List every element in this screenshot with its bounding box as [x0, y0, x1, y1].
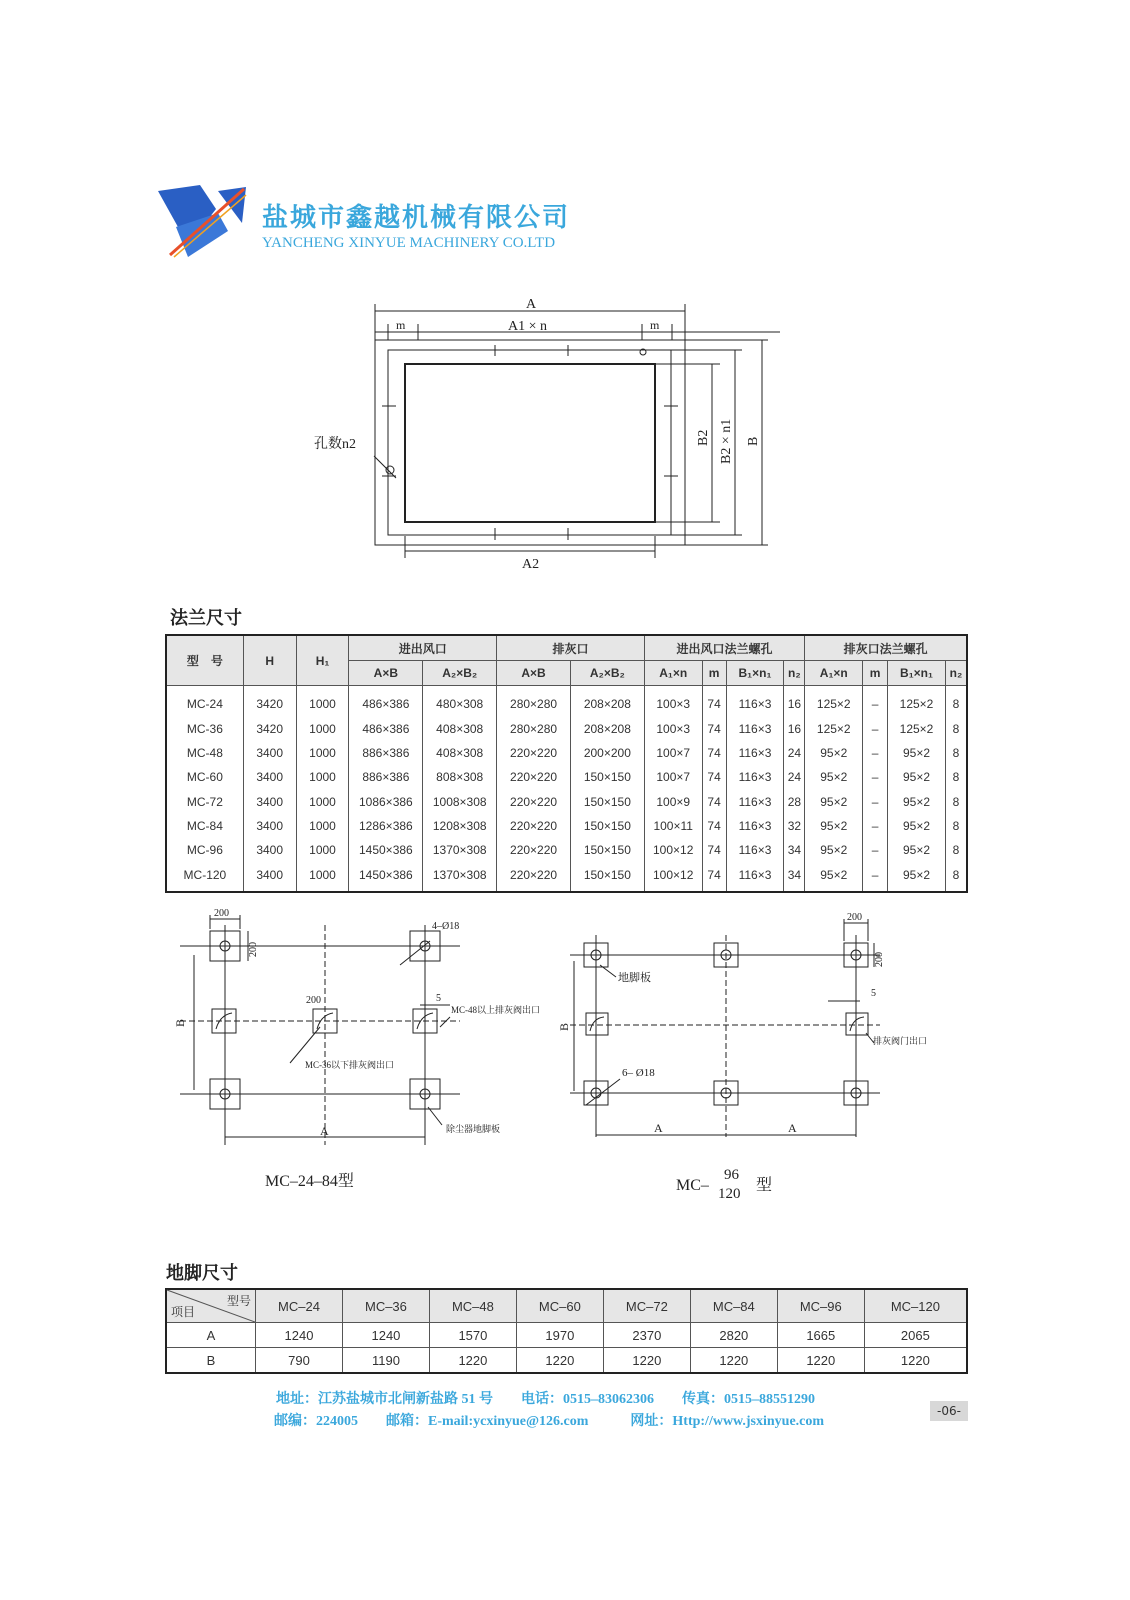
flange-table-body — [166, 686, 967, 893]
table-cell: 74 — [702, 790, 726, 814]
label-A: A — [526, 297, 537, 312]
caption-right-den: 120 — [718, 1186, 741, 1202]
table-cell: 1240 — [256, 1323, 343, 1348]
th-model: MC–36 — [342, 1289, 429, 1323]
table-cell: 1220 — [864, 1348, 967, 1374]
table-row — [166, 790, 967, 814]
table-cell: MC-36 — [166, 717, 243, 741]
table-cell: MC-120 — [166, 862, 243, 892]
corner-top: 型号 — [226, 1294, 251, 1308]
table-cell: 125×2 — [805, 686, 863, 717]
table-cell: – — [863, 717, 888, 741]
table-row — [166, 1323, 967, 1348]
table-cell: 116×3 — [726, 790, 784, 814]
dim-B: B — [557, 1022, 571, 1031]
table-cell: 886×386 — [349, 741, 423, 765]
foot-table — [165, 1288, 968, 1374]
table-cell: 1086×386 — [349, 790, 423, 814]
outlet-label: 排灰阀门出口 — [873, 1036, 928, 1046]
table-cell: 220×220 — [497, 765, 571, 789]
foundation-diagram-right — [557, 905, 960, 1205]
row-label: B — [166, 1348, 256, 1374]
table-cell: 95×2 — [888, 838, 946, 862]
table-cell: – — [863, 814, 888, 838]
table-cell: 1220 — [429, 1348, 516, 1374]
th-sub: A₁×n — [805, 661, 863, 686]
table-cell: 3400 — [243, 862, 296, 892]
dim-A: A — [320, 1124, 329, 1138]
table-cell: 95×2 — [805, 838, 863, 862]
th-model: MC–60 — [516, 1289, 603, 1323]
table-cell: 100×3 — [644, 686, 702, 717]
table-cell: 34 — [784, 838, 805, 862]
table-cell: 100×3 — [644, 717, 702, 741]
th-sub: m — [863, 661, 888, 686]
table-cell: 8 — [945, 686, 967, 717]
table-cell: 1190 — [342, 1348, 429, 1374]
table-cell: 1220 — [603, 1348, 690, 1374]
th-model: MC–24 — [256, 1289, 343, 1323]
table-cell: 95×2 — [805, 741, 863, 765]
th-inout: 进出风口 — [349, 635, 497, 661]
row-label: A — [166, 1323, 256, 1348]
table-cell: 16 — [784, 686, 805, 717]
th-sub: A×B — [497, 661, 571, 686]
dim-200: 200 — [214, 908, 229, 919]
company-name-cn: 盐城市鑫越机械有限公司 — [262, 203, 571, 233]
th-model: MC–96 — [777, 1289, 864, 1323]
table-row — [166, 741, 967, 765]
table-cell: 125×2 — [888, 686, 946, 717]
th-sub: A₂×B₂ — [570, 661, 644, 686]
table-cell: MC-96 — [166, 838, 243, 862]
table-cell: 220×220 — [497, 790, 571, 814]
base-plate-label: 地脚板 — [618, 972, 651, 984]
page-number: -06- — [930, 1401, 968, 1421]
th-sub: n₂ — [784, 661, 805, 686]
table-cell: 24 — [784, 741, 805, 765]
table-cell: 486×386 — [349, 686, 423, 717]
table-cell: 125×2 — [888, 717, 946, 741]
table-cell: 1000 — [296, 741, 349, 765]
table-row — [166, 717, 967, 741]
th-sub: A₁×n — [644, 661, 702, 686]
th-sub: m — [702, 661, 726, 686]
table-cell: 74 — [702, 717, 726, 741]
table-cell: 1665 — [777, 1323, 864, 1348]
table-cell: 1000 — [296, 717, 349, 741]
th-sub: B₁×n₁ — [888, 661, 946, 686]
table-cell: 150×150 — [570, 790, 644, 814]
table-cell: 280×280 — [497, 717, 571, 741]
table-cell: 1208×308 — [423, 814, 497, 838]
footer-contact-line: 邮编：224005 邮箱：E-mail:ycxinyue@126.com 网址：Http://www.jsxinyue.com — [274, 1414, 825, 1429]
th-H1: H₁ — [296, 635, 349, 686]
holes-label: 6– Ø18 — [622, 1067, 655, 1079]
th-model: MC–84 — [690, 1289, 777, 1323]
table-cell: 74 — [702, 686, 726, 717]
dim-A-left: A — [654, 1121, 663, 1135]
table-cell: 100×9 — [644, 790, 702, 814]
table-cell: 1220 — [777, 1348, 864, 1374]
table-row — [166, 814, 967, 838]
table-cell: 28 — [784, 790, 805, 814]
mc48-outlet-label: MC-48以上排灰阀出口 — [451, 1005, 541, 1015]
table-row — [166, 686, 967, 717]
table-cell: 150×150 — [570, 838, 644, 862]
table-cell: 100×12 — [644, 862, 702, 892]
dim-200-vert: 200 — [874, 952, 885, 967]
table-cell: 116×3 — [726, 765, 784, 789]
base-plate-label: 除尘器地脚板 — [446, 1124, 501, 1134]
table-cell: 220×220 — [497, 862, 571, 892]
table-cell: 3400 — [243, 765, 296, 789]
table-cell: 95×2 — [888, 814, 946, 838]
table-row — [166, 862, 967, 892]
table-cell: 95×2 — [805, 862, 863, 892]
table-cell: 808×308 — [423, 765, 497, 789]
th-H: H — [243, 635, 296, 686]
table-cell: 116×3 — [726, 686, 784, 717]
th-sub: B₁×n₁ — [726, 661, 784, 686]
table-cell: 220×220 — [497, 814, 571, 838]
table-cell: 8 — [945, 862, 967, 892]
table-cell: 150×150 — [570, 814, 644, 838]
dim-200-vert: 200 — [248, 942, 259, 957]
table-cell: 8 — [945, 838, 967, 862]
label-B: B — [746, 436, 761, 446]
dim-200-mid: 200 — [306, 995, 321, 1006]
dim-5: 5 — [436, 993, 441, 1004]
flange-bolt-line — [388, 350, 671, 535]
holes-label: 4–Ø18 — [432, 921, 460, 932]
table-cell: 408×308 — [423, 717, 497, 741]
table-cell: 8 — [945, 717, 967, 741]
label-holes: 孔数n2 — [314, 437, 356, 452]
table-cell: 3400 — [243, 741, 296, 765]
th-model: MC–72 — [603, 1289, 690, 1323]
table-cell: 95×2 — [805, 814, 863, 838]
caption-left: MC–24–84型 — [265, 1173, 354, 1190]
table-cell: 200×200 — [570, 741, 644, 765]
table-cell: 480×308 — [423, 686, 497, 717]
table-cell: 125×2 — [805, 717, 863, 741]
table-cell: 1240 — [342, 1323, 429, 1348]
table-cell: 1000 — [296, 686, 349, 717]
table-cell: 3420 — [243, 717, 296, 741]
table-cell: 100×11 — [644, 814, 702, 838]
label-m-right: m — [650, 318, 660, 332]
caption-right-num: 96 — [724, 1167, 739, 1183]
company-name-en: YANCHENG XINYUE MACHINERY CO.LTD — [262, 235, 556, 251]
th-model: 型 号 — [166, 635, 243, 686]
table-cell: 116×3 — [726, 838, 784, 862]
dim-200: 200 — [847, 912, 862, 923]
table-cell: 95×2 — [888, 862, 946, 892]
caption-right-suffix: 型 — [756, 1177, 773, 1194]
table-cell: 116×3 — [726, 741, 784, 765]
table-cell: 1570 — [429, 1323, 516, 1348]
table-cell: 1008×308 — [423, 790, 497, 814]
th-sub: A₂×B₂ — [423, 661, 497, 686]
table-cell: 280×280 — [497, 686, 571, 717]
table-cell: – — [863, 765, 888, 789]
table-cell: 208×208 — [570, 686, 644, 717]
table-cell: 3420 — [243, 686, 296, 717]
corner-bottom: 项目 — [171, 1305, 196, 1319]
table-cell: 74 — [702, 814, 726, 838]
table-cell: 1000 — [296, 790, 349, 814]
caption-right-prefix: MC– — [676, 1177, 709, 1194]
table-cell: 24 — [784, 765, 805, 789]
table-cell: MC-84 — [166, 814, 243, 838]
table-cell: 16 — [784, 717, 805, 741]
table-cell: 116×3 — [726, 717, 784, 741]
table-cell: MC-72 — [166, 790, 243, 814]
company-logo — [158, 183, 248, 261]
label-A1n: A1 × n — [508, 319, 548, 334]
table-cell: 116×3 — [726, 862, 784, 892]
table-cell: 1000 — [296, 814, 349, 838]
table-cell: 220×220 — [497, 838, 571, 862]
table-cell: 1970 — [516, 1323, 603, 1348]
th-inout-bolt: 进出风口法兰螺孔 — [644, 635, 805, 661]
table-cell: 95×2 — [805, 765, 863, 789]
th-sub: A×B — [349, 661, 423, 686]
table-cell: – — [863, 862, 888, 892]
table-cell: 1220 — [516, 1348, 603, 1374]
flange-diagram — [310, 296, 790, 586]
table-row — [166, 838, 967, 862]
footer-address-line: 地址：江苏盐城市北闸新盐路 51 号 电话：0515–83062306 传真：0515–88551290 — [276, 1392, 815, 1407]
table-cell: 790 — [256, 1348, 343, 1374]
table-cell: 408×308 — [423, 741, 497, 765]
table-cell: 95×2 — [805, 790, 863, 814]
table-cell: 2065 — [864, 1323, 967, 1348]
table-cell: – — [863, 838, 888, 862]
table-cell: – — [863, 790, 888, 814]
flange-section-title: 法兰尺寸 — [170, 608, 242, 629]
table-cell: MC-48 — [166, 741, 243, 765]
th-ash-bolt: 排灰口法兰螺孔 — [805, 635, 967, 661]
table-cell: 2370 — [603, 1323, 690, 1348]
th-corner — [166, 1289, 256, 1323]
label-B2n1: B2 × n1 — [719, 418, 734, 464]
table-cell: 220×220 — [497, 741, 571, 765]
th-model: MC–120 — [864, 1289, 967, 1323]
foundation-diagram-left — [170, 905, 560, 1195]
table-cell: 32 — [784, 814, 805, 838]
table-cell: 1370×308 — [423, 862, 497, 892]
table-cell: 100×7 — [644, 765, 702, 789]
table-cell: 1000 — [296, 862, 349, 892]
table-cell: 8 — [945, 790, 967, 814]
table-cell: 100×7 — [644, 741, 702, 765]
label-A2: A2 — [522, 557, 540, 572]
mc36-outlet-label: MC-36以下排灰阀出口 — [305, 1060, 395, 1070]
table-cell: 8 — [945, 814, 967, 838]
table-cell: 1450×386 — [349, 838, 423, 862]
table-cell: 1286×386 — [349, 814, 423, 838]
table-cell: 95×2 — [888, 790, 946, 814]
table-cell: 116×3 — [726, 814, 784, 838]
table-cell: 1370×308 — [423, 838, 497, 862]
dim-B: B — [173, 1018, 187, 1027]
table-cell: – — [863, 741, 888, 765]
table-cell: MC-24 — [166, 686, 243, 717]
label-m-left: m — [396, 318, 406, 332]
table-cell: 95×2 — [888, 765, 946, 789]
table-cell: 1000 — [296, 765, 349, 789]
table-cell: 1450×386 — [349, 862, 423, 892]
table-cell: 8 — [945, 741, 967, 765]
table-cell: – — [863, 686, 888, 717]
flange-outer-rect — [375, 340, 685, 545]
table-cell: 3400 — [243, 790, 296, 814]
table-row — [166, 1348, 967, 1374]
th-model: MC–48 — [429, 1289, 516, 1323]
table-cell: 486×386 — [349, 717, 423, 741]
th-sub: n₂ — [945, 661, 967, 686]
flange-opening — [405, 364, 655, 522]
dim-5: 5 — [871, 988, 876, 999]
table-cell: 1220 — [690, 1348, 777, 1374]
table-cell: 150×150 — [570, 862, 644, 892]
table-cell: 34 — [784, 862, 805, 892]
table-row — [166, 765, 967, 789]
foot-table-body — [166, 1323, 967, 1374]
table-cell: 74 — [702, 741, 726, 765]
table-cell: 3400 — [243, 814, 296, 838]
table-cell: 100×12 — [644, 838, 702, 862]
table-cell: 2820 — [690, 1323, 777, 1348]
table-cell: 208×208 — [570, 717, 644, 741]
table-cell: 74 — [702, 765, 726, 789]
table-cell: 1000 — [296, 838, 349, 862]
table-cell: 150×150 — [570, 765, 644, 789]
table-cell: 74 — [702, 862, 726, 892]
table-cell: 886×386 — [349, 765, 423, 789]
table-cell: 8 — [945, 765, 967, 789]
label-B2: B2 — [696, 429, 711, 446]
table-cell: 3400 — [243, 838, 296, 862]
foot-section-title: 地脚尺寸 — [166, 1263, 238, 1284]
table-cell: MC-60 — [166, 765, 243, 789]
table-cell: 74 — [702, 838, 726, 862]
th-ash: 排灰口 — [497, 635, 645, 661]
flange-table — [165, 634, 968, 893]
table-cell: 95×2 — [888, 741, 946, 765]
dim-A-right: A — [788, 1121, 797, 1135]
